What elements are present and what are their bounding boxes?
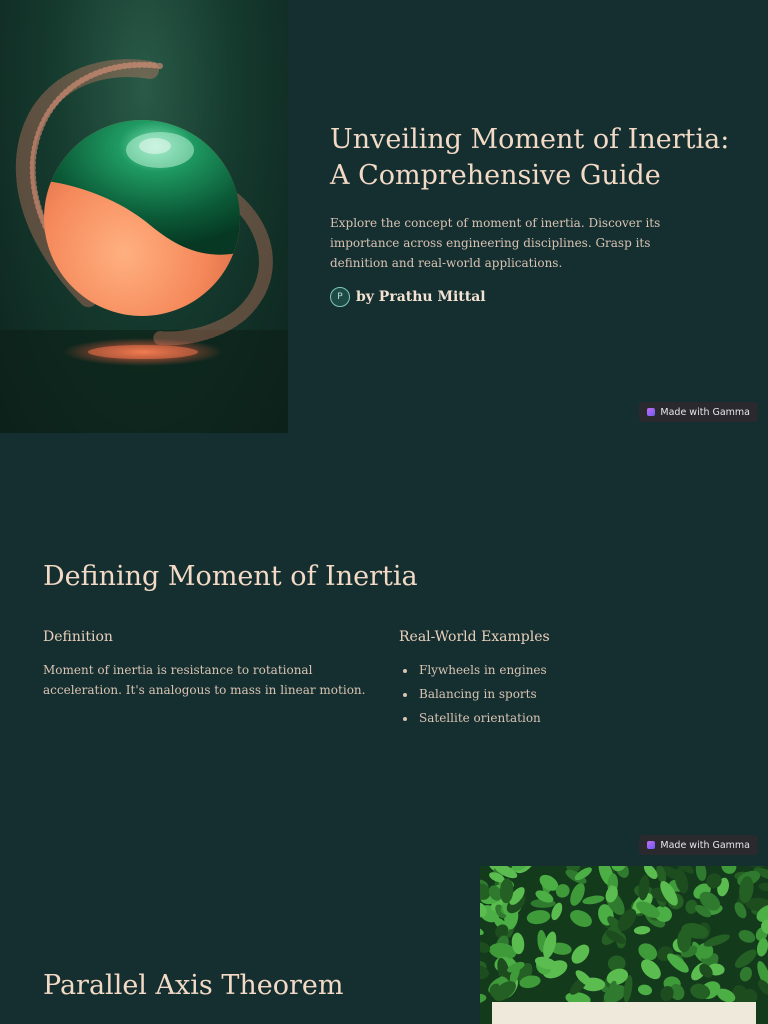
definition-heading: Definition bbox=[43, 629, 113, 645]
leaf-shape bbox=[526, 909, 551, 926]
leaf-shape bbox=[480, 923, 485, 937]
board-frame bbox=[492, 1002, 756, 1024]
avatar: P bbox=[330, 287, 350, 307]
leaf-shape bbox=[737, 928, 758, 945]
definition-text: Moment of inertia is resistance to rotational acceleration. It's analogous to mass in linear motion. bbox=[43, 663, 366, 697]
leaves-image bbox=[480, 866, 768, 1024]
made-with-gamma-badge[interactable] bbox=[639, 402, 758, 422]
leaf-shape bbox=[568, 941, 593, 967]
definition-slide bbox=[0, 433, 768, 866]
slide-title bbox=[330, 122, 730, 194]
leaf-shape bbox=[758, 882, 768, 891]
gamma-logo-icon bbox=[647, 408, 655, 416]
leaf-shape bbox=[755, 937, 768, 957]
badge-label: Made with Gamma bbox=[660, 839, 750, 851]
list-item: Flywheels in engines bbox=[399, 660, 547, 684]
leaf-shape bbox=[567, 881, 588, 908]
gamma-logo-icon bbox=[647, 841, 655, 849]
leaf-shape bbox=[567, 907, 594, 931]
parallel-axis-slide bbox=[0, 866, 768, 1024]
leaf-shape bbox=[695, 866, 708, 882]
made-with-gamma-badge[interactable] bbox=[639, 835, 758, 855]
title-line-1: Unveiling Moment of Inertia: bbox=[330, 124, 730, 155]
examples-list bbox=[399, 660, 547, 732]
slide-title: Parallel Axis Theorem bbox=[43, 970, 344, 1001]
list-item: Satellite orientation bbox=[399, 708, 547, 732]
slide-description: Explore the concept of moment of inertia. Discover its importance across engineering disciplines. Grasp its definition and real-world applications. bbox=[330, 216, 661, 270]
slide-title: Defining Moment of Inertia bbox=[43, 561, 418, 592]
leaf-shape bbox=[480, 992, 487, 1005]
list-item: Balancing in sports bbox=[399, 684, 547, 708]
leaf-shape bbox=[634, 925, 651, 935]
examples-heading: Real-World Examples bbox=[399, 629, 550, 645]
leaf-shape bbox=[582, 894, 605, 906]
leaf-shape bbox=[637, 983, 653, 996]
author-line bbox=[330, 286, 486, 308]
title-line-2: A Comprehensive Guide bbox=[330, 160, 661, 191]
author-name: by Prathu Mittal bbox=[356, 289, 486, 305]
badge-label: Made with Gamma bbox=[660, 406, 750, 418]
leaf-shape bbox=[738, 965, 754, 983]
hero-sphere-image bbox=[0, 0, 288, 433]
title-slide bbox=[0, 0, 768, 433]
